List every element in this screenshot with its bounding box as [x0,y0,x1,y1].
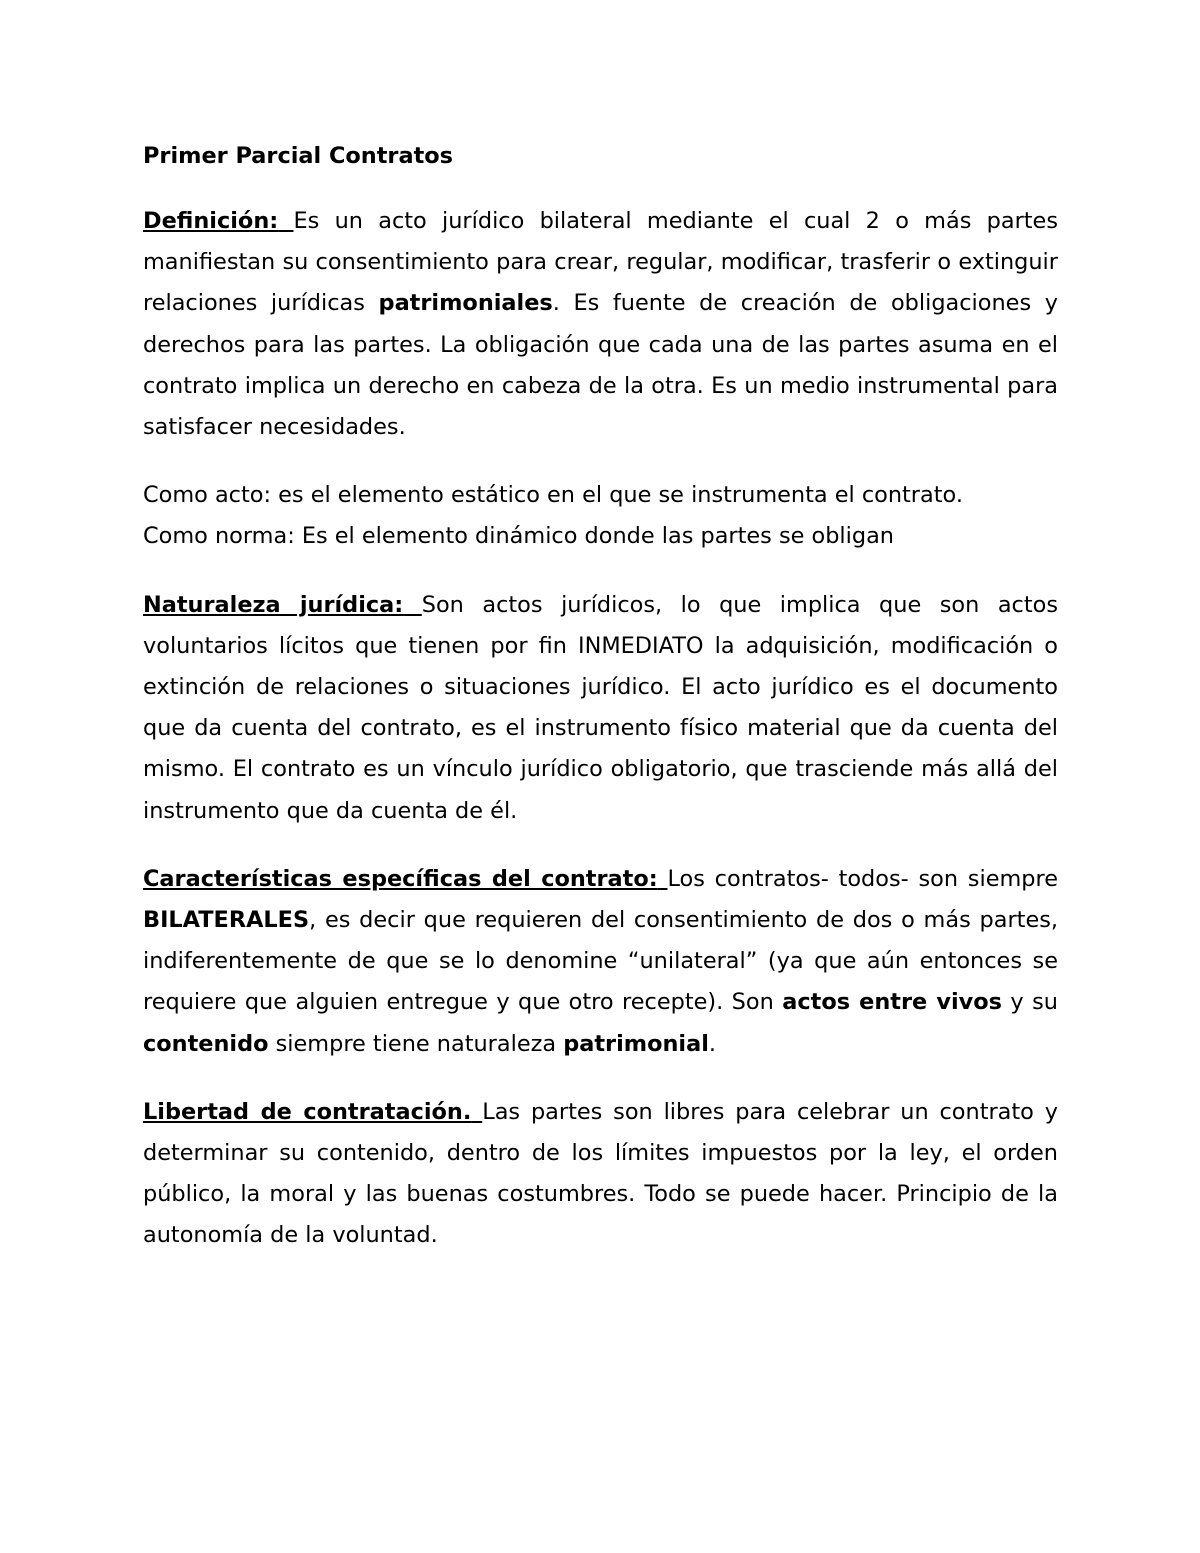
caracteristicas-text-2: , es decir que requieren del consentimiento de dos o más partes, indiferentemente de que se lo denomine “unilateral” (ya que aún entonces se requiere que alguien entregue y que otro recepte). Son [143,907,1058,1016]
caracteristicas-bold-patrimonial: patrimonial [563,1030,709,1057]
heading-definicion: Definición: [143,208,279,234]
paragraph-naturaleza [143,585,1058,832]
definicion-bold-patrimoniales: patrimoniales [378,290,553,317]
definicion-text-1: Es un acto jurídico bilateral mediante el cual 2 o más partes manifiestan su consentimiento para crear, regular, modificar, trasferir o extinguir relaciones jurídicas [143,208,1058,317]
heading-caracteristicas: Características específicas del contrato: [143,865,658,892]
heading-naturaleza: Naturaleza jurídica: [143,591,404,618]
libertad-text: Las partes son libres para celebrar un contrato y determinar su contenido, dentro de los límites impuestos por la ley, el orden público, la moral y las buenas costumbres. Todo se puede hacer. Principio de la autonomía de la voluntad. [143,1098,1058,1249]
caracteristicas-text-5: . [708,1030,716,1057]
paragraph-definicion [143,201,1058,448]
norma-line: Como norma: Es el elemento dinámico donde las partes se obligan [143,523,894,550]
definicion-text-2: . Es fuente de creación de obligaciones y derechos para las partes. La obligación que cada una de las partes asuma en el contrato implica un derecho en cabeza de la otra. Es un medio instrumental para satisfacer necesidades. [143,290,1058,441]
naturaleza-text: Son actos jurídicos, lo que implica que son actos voluntarios lícitos que tienen por fin INMEDIATO la adquisición, modificación o extinción de relaciones o situaciones jurídico. El acto jurídico es el documento que da cuenta del contrato, es el instrumento físico material que da cuenta del mismo. El contrato es un vínculo jurídico obligatorio, que trasciende más allá del instrumento que da cuenta de él. [143,591,1058,824]
caracteristicas-text-1: Los contratos- todos- son siempre [667,865,1058,892]
caracteristicas-bold-contenido: contenido [143,1030,269,1057]
document-page [143,138,1058,1284]
caracteristicas-bold-bilaterales: BILATERALES [143,907,310,934]
heading-libertad: Libertad de contratación. [143,1098,472,1125]
caracteristicas-bold-actos-entre-vivos: actos entre vivos [782,989,1002,1016]
caracteristicas-text-4: siempre tiene naturaleza [275,1030,557,1057]
caracteristicas-text-3: y su [1010,989,1058,1016]
paragraph-acto-norma [143,475,1058,557]
document-title: Primer Parcial Contratos [143,143,453,169]
paragraph-caracteristicas [143,859,1058,1065]
paragraph-libertad [143,1092,1058,1257]
acto-line: Como acto: es el elemento estático en el que se instrumenta el contrato. [143,482,963,509]
